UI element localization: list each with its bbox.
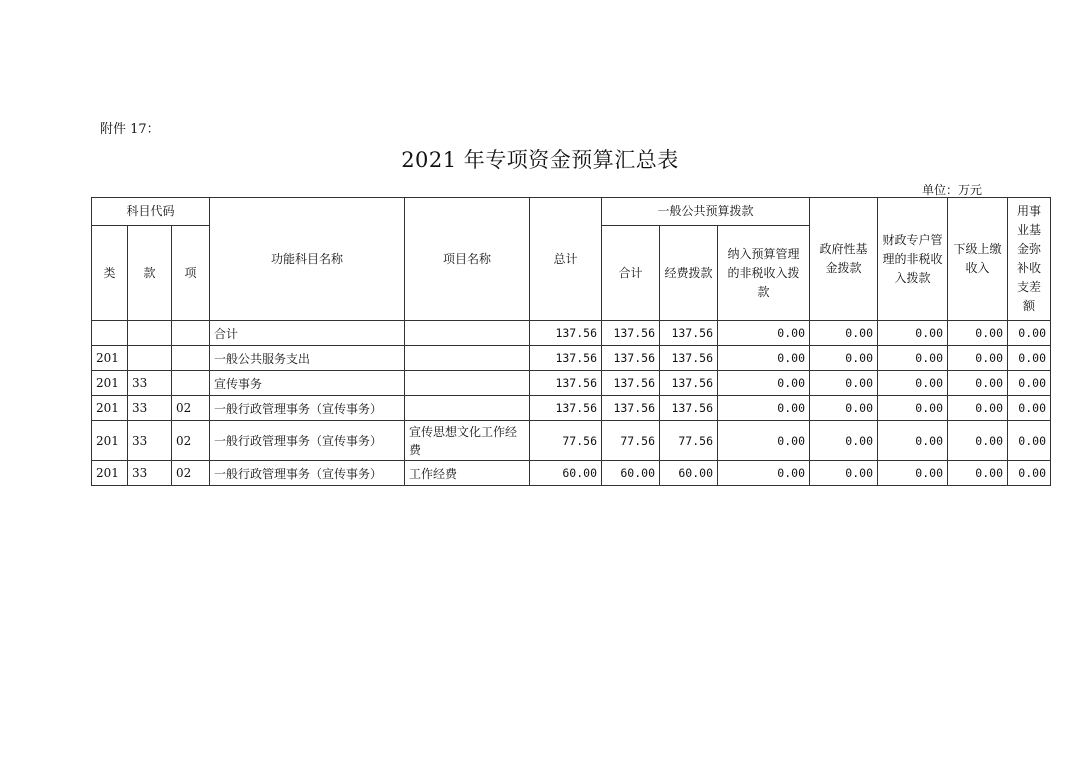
cell-nontax: 0.00	[718, 461, 810, 486]
cell-lei: 201	[92, 346, 128, 371]
header-total: 总计	[530, 198, 602, 321]
cell-lei	[92, 321, 128, 346]
cell-kuan: 33	[128, 461, 172, 486]
cell-total: 137.56	[530, 371, 602, 396]
cell-subtotal: 137.56	[602, 396, 660, 421]
table-row	[92, 396, 1051, 421]
cell-kuan: 33	[128, 421, 172, 461]
cell-kuan: 33	[128, 396, 172, 421]
cell-lower-level: 0.00	[948, 396, 1008, 421]
cell-business-fund: 0.00	[1008, 371, 1051, 396]
table-row	[92, 321, 1051, 346]
cell-business-fund: 0.00	[1008, 321, 1051, 346]
cell-nontax: 0.00	[718, 321, 810, 346]
cell-project-name	[405, 371, 530, 396]
cell-xiang: 02	[172, 461, 210, 486]
cell-xiang	[172, 321, 210, 346]
cell-project-name: 宣传思想文化工作经费	[405, 421, 530, 461]
cell-nontax: 0.00	[718, 396, 810, 421]
cell-lei: 201	[92, 421, 128, 461]
cell-subtotal: 137.56	[602, 346, 660, 371]
cell-lei: 201	[92, 461, 128, 486]
cell-business-fund: 0.00	[1008, 421, 1051, 461]
cell-lower-level: 0.00	[948, 461, 1008, 486]
cell-fiscal-special: 0.00	[878, 371, 948, 396]
cell-project-name	[405, 396, 530, 421]
cell-business-fund: 0.00	[1008, 396, 1051, 421]
cell-total: 60.00	[530, 461, 602, 486]
cell-lower-level: 0.00	[948, 321, 1008, 346]
cell-gov-fund: 0.00	[810, 371, 878, 396]
header-subtotal: 合计	[602, 226, 660, 321]
cell-fiscal-special: 0.00	[878, 421, 948, 461]
cell-gov-fund: 0.00	[810, 396, 878, 421]
cell-lei: 201	[92, 371, 128, 396]
table-row	[92, 461, 1051, 486]
cell-subtotal: 137.56	[602, 371, 660, 396]
cell-xiang: 02	[172, 421, 210, 461]
header-kuan: 款	[128, 226, 172, 321]
cell-gov-fund: 0.00	[810, 461, 878, 486]
cell-function-name: 合计	[210, 321, 405, 346]
table-row	[92, 346, 1051, 371]
header-lei: 类	[92, 226, 128, 321]
cell-subtotal: 137.56	[602, 321, 660, 346]
cell-function-name: 一般行政管理事务（宣传事务）	[210, 421, 405, 461]
header-lower-level: 下级上缴收入	[948, 198, 1008, 321]
cell-gov-fund: 0.00	[810, 321, 878, 346]
cell-xiang	[172, 346, 210, 371]
cell-operating: 137.56	[660, 321, 718, 346]
cell-project-name: 工作经费	[405, 461, 530, 486]
cell-operating: 77.56	[660, 421, 718, 461]
cell-fiscal-special: 0.00	[878, 321, 948, 346]
table-row	[92, 421, 1051, 461]
cell-fiscal-special: 0.00	[878, 396, 948, 421]
cell-lower-level: 0.00	[948, 346, 1008, 371]
header-fiscal-special: 财政专户管理的非税收入拨款	[878, 198, 948, 321]
cell-total: 137.56	[530, 346, 602, 371]
header-operating: 经费拨款	[660, 226, 718, 321]
cell-nontax: 0.00	[718, 371, 810, 396]
header-gov-fund: 政府性基金拨款	[810, 198, 878, 321]
header-project-name: 项目名称	[405, 198, 530, 321]
cell-nontax: 0.00	[718, 346, 810, 371]
cell-business-fund: 0.00	[1008, 461, 1051, 486]
cell-total: 137.56	[530, 396, 602, 421]
budget-table	[91, 197, 1051, 486]
cell-function-name: 一般行政管理事务（宣传事务）	[210, 461, 405, 486]
cell-kuan	[128, 346, 172, 371]
header-subject-code: 科目代码	[92, 198, 210, 226]
cell-kuan: 33	[128, 371, 172, 396]
table-row	[92, 371, 1051, 396]
cell-fiscal-special: 0.00	[878, 346, 948, 371]
cell-project-name	[405, 321, 530, 346]
cell-function-name: 一般公共服务支出	[210, 346, 405, 371]
cell-nontax: 0.00	[718, 421, 810, 461]
cell-gov-fund: 0.00	[810, 421, 878, 461]
cell-kuan	[128, 321, 172, 346]
header-function-name: 功能科目名称	[210, 198, 405, 321]
cell-operating: 137.56	[660, 371, 718, 396]
page-title: 2021 年专项资金预算汇总表	[401, 148, 679, 172]
cell-business-fund: 0.00	[1008, 346, 1051, 371]
cell-lei: 201	[92, 396, 128, 421]
attachment-label: 附件 17：	[100, 122, 160, 137]
cell-subtotal: 60.00	[602, 461, 660, 486]
cell-operating: 137.56	[660, 396, 718, 421]
cell-subtotal: 77.56	[602, 421, 660, 461]
header-general-budget: 一般公共预算拨款	[602, 198, 810, 226]
cell-function-name: 一般行政管理事务（宣传事务）	[210, 396, 405, 421]
header-nontax: 纳入预算管理的非税收入拨款	[718, 226, 810, 321]
cell-total: 137.56	[530, 321, 602, 346]
cell-operating: 60.00	[660, 461, 718, 486]
cell-fiscal-special: 0.00	[878, 461, 948, 486]
header-business-fund: 用事业基金弥补收支差额	[1008, 198, 1051, 321]
cell-xiang	[172, 371, 210, 396]
header-xiang: 项	[172, 226, 210, 321]
cell-function-name: 宣传事务	[210, 371, 405, 396]
cell-lower-level: 0.00	[948, 371, 1008, 396]
cell-project-name	[405, 346, 530, 371]
cell-operating: 137.56	[660, 346, 718, 371]
cell-gov-fund: 0.00	[810, 346, 878, 371]
cell-xiang: 02	[172, 396, 210, 421]
cell-lower-level: 0.00	[948, 421, 1008, 461]
cell-total: 77.56	[530, 421, 602, 461]
unit-label: 单位：万元	[922, 183, 983, 197]
